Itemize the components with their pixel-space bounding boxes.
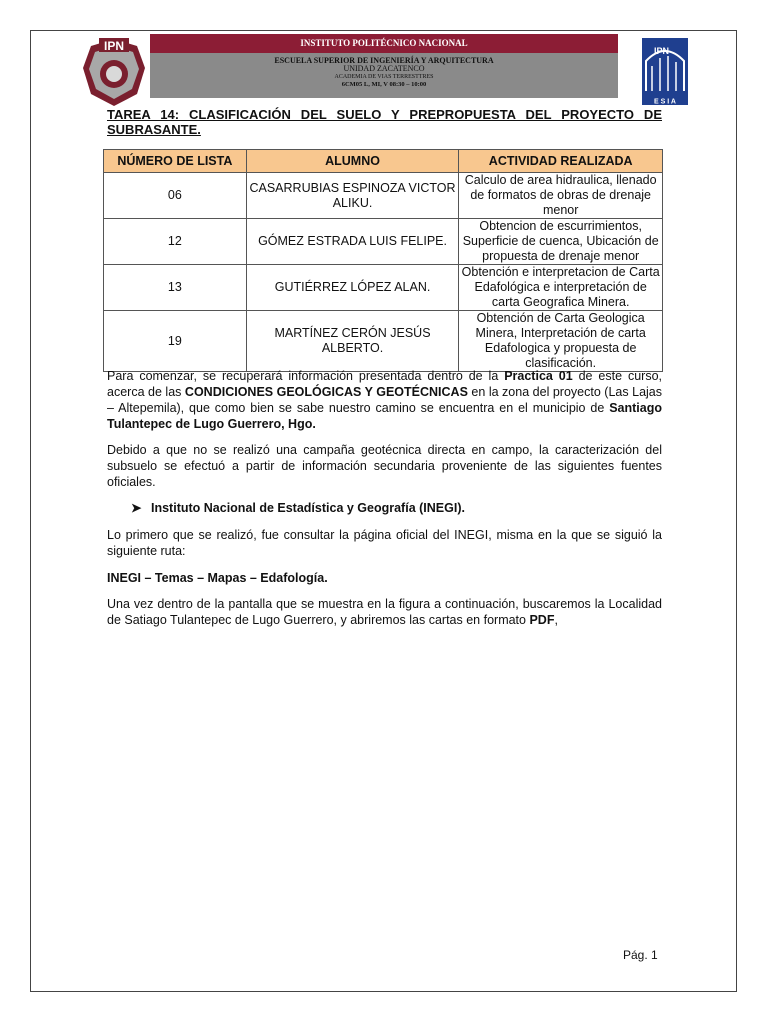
cell-numero: 06 (104, 173, 247, 219)
cell-actividad: Obtención e interpretacion de Carta Edafológica e interpretación de carta Geografica Minera. (459, 265, 663, 311)
bold-location: Santiago Tulantepec de Lugo Guerrero, Hgo. (107, 401, 662, 431)
esia-logo-icon (640, 36, 690, 106)
school-banner (150, 53, 618, 98)
group-schedule: 6CM05 L, MI, V 08:30 – 10:00 (341, 81, 427, 88)
cell-actividad: Calculo de area hidraulica, llenado de formatos de obras de drenaje menor (459, 173, 663, 219)
task-title-line1: TAREA 14: CLASIFICACIÓN DEL SUELO Y PREPROPUESTA DEL PROYECTO DE (107, 107, 662, 122)
text-run: de este curso, acerca de las (107, 369, 662, 399)
academy-name: ACADEMIA DE VIAS TERRESTTRES (334, 74, 434, 80)
paragraph-route: INEGI – Temas – Mapas – Edafología. (107, 571, 328, 585)
table-row (104, 265, 663, 311)
cell-alumno: GUTIÉRREZ LÓPEZ ALAN. (246, 265, 459, 311)
text-run: Una vez dentro de la pantalla que se muestra en la figura a continuación, buscaremos la Localidad de Satiago Tulantepec de Lugo Guerrero, y abriremos las cartas en formato (107, 597, 662, 627)
unit-name: UNIDAD ZACATENCO (343, 64, 425, 73)
header-actividad: ACTIVIDAD REALIZADA (459, 150, 663, 173)
cell-numero: 19 (104, 311, 247, 372)
paragraph-intro (107, 368, 662, 432)
cell-alumno: MARTÍNEZ CERÓN JESÚS ALBERTO. (246, 311, 459, 372)
school-name: ESCUELA SUPERIOR DE INGENIERÍA Y ARQUITECTURA (274, 56, 494, 65)
bold-practica: Practica 01 (504, 369, 573, 383)
bold-conditions: CONDICIONES GEOLÓGICAS Y GEOTÉCNICAS (184, 385, 468, 399)
bullet-inegi (131, 500, 465, 515)
paragraph-next-step (107, 596, 662, 628)
svg-text:E S I A: E S I A (654, 98, 676, 106)
svg-text:IPN: IPN (103, 39, 125, 53)
bullet-text: Instituto Nacional de Estadística y Geografía (INEGI). (151, 501, 465, 515)
task-title-line2: SUBRASANTE. (107, 122, 201, 137)
header-alumno: ALUMNO (246, 150, 459, 173)
paragraph-secondary-info: Debido a que no se realizó una campaña geotécnica directa en campo, la caracterización del subsuelo se efectuó a partir de información secundaria proveniente de las siguientes fuentes oficiales. (107, 443, 662, 489)
institute-banner: INSTITUTO POLITÉCNICO NACIONAL (150, 34, 618, 53)
cell-actividad: Obtencion de escurrimientos, Superficie de cuenca, Ubicación de propuesta de drenaje menor (459, 219, 663, 265)
paragraph-consult: Lo primero que se realizó, fue consultar la página oficial del INEGI, misma en la que se siguió la siguiente ruta: (107, 528, 662, 558)
page-number: Pág. 1 (623, 948, 658, 962)
table-row (104, 219, 663, 265)
cell-numero: 12 (104, 219, 247, 265)
text-run: en la zona del proyecto (Las Lajas – Altepemila), que como bien se sabe nuestro camino se encuentra en el municipio de (107, 385, 662, 415)
table-header-row (104, 150, 663, 173)
cell-numero: 13 (104, 265, 247, 311)
cell-alumno: GÓMEZ ESTRADA LUIS FELIPE. (246, 219, 459, 265)
table-row (104, 311, 663, 372)
cell-actividad: Obtención de Carta Geologica Minera, Interpretación de carta Edafologica y propuesta de clasificación. (459, 311, 663, 372)
ipn-logo-icon (79, 36, 149, 108)
text-run: Para comenzar, se recuperará información presentada dentro de la (107, 369, 505, 383)
bold-pdf: PDF (529, 613, 555, 627)
text-run: , (554, 613, 558, 627)
svg-text:IPN: IPN (654, 46, 670, 56)
team-table (103, 149, 663, 372)
table-row (104, 173, 663, 219)
header-numero: NÚMERO DE LISTA (104, 150, 247, 173)
arrow-bullet-icon: ➤ (131, 501, 142, 515)
cell-alumno: CASARRUBIAS ESPINOZA VICTOR ALIKU. (246, 173, 459, 219)
